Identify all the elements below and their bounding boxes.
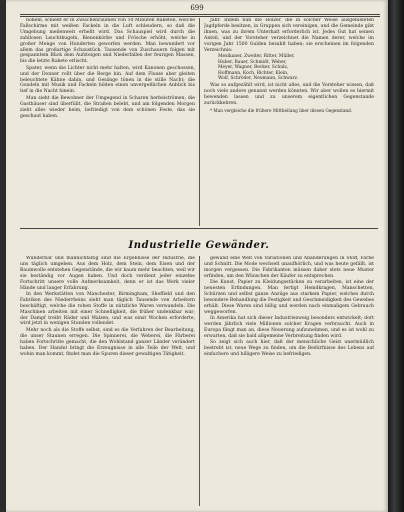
column-bottom-right	[204, 256, 374, 506]
page-number: 699	[190, 4, 204, 12]
section-divider	[20, 228, 378, 229]
list-item: Wolf, Schröder, Neumann, Schwarz.	[218, 76, 299, 82]
column-top-left	[20, 18, 195, 226]
name-list	[218, 54, 374, 81]
paragraph: gewand eine Welt von Variationen und Abänderungen in Stoff, Farbe und Schnitt. Die Mode wechselt unaufhörlich, und was heute gefällt, ist morgen vergessen. Die Fabrikanten müssen daher stets neue Muster erfinden, um den Wünschen der Käufer zu entsprechen.	[204, 256, 374, 279]
newspaper-page	[6, 0, 388, 512]
paragraph: In Amerika hat sich dieser Industriezweig besonders entwickelt; dort werden jährlich viele Millionen solcher Kragen verbraucht. Auch in Europa fängt man an, diese Neuerung aufzunehmen, und es ist wohl zu erwarten, daß sie bald allgemeine Verbreitung finden wird.	[204, 316, 374, 339]
paragraph: Die Kunst, Papier zu Kleidungsstücken zu verarbeiten, ist eine der neuesten Erfindungen. Man fertigt Hemdkragen, Manschetten, Schürzen und selbst ganze Anzüge aus starkem Papier, welches durch besondere Behandlung die Festigkeit und Geschmeidigkeit des Gewebes erhält. Diese Waren sind billig und werden nach einmaligem Gebrauch weggeworfen.	[204, 280, 374, 315]
paragraph: Spater, wenn die Lichter nicht mehr halten, wird Kanonen geschossen, und der Donner rollt über die Berge hin. Auf dem Flusse aber gleiten beleuchtete Kähne dahin, und Gesänge tönen in die stille Nacht; die Gondeln mit Musik und Fackeln bilden einen unvergeßlichen Anblick bis tief in die Nacht hinein.	[20, 65, 195, 95]
footnote: * Man vergleiche die frühere Mittheilung über diesen Gegenstand.	[210, 107, 353, 113]
column-bottom-left	[20, 256, 195, 506]
list-item: Meyer, Wagner, Becker, Schulz,	[218, 65, 289, 71]
paragraph: So zeigt sich auch hier, daß der menschliche Geist unermüdlich bestrebt ist, neue Wege zu finden, um die Bedürfnisse des Lebens auf einfachere und billigere Weise zu befriedigen.	[204, 340, 374, 357]
paragraph: Was so aufgezählt wird, ist nicht alles, und die Vorsteher wissen, daß noch viele andere genannt werden könnten. Wir aber wollen es hiermit bewenden lassen und zu unserem eigentlichen Gegenstande zurückkehren.	[204, 83, 374, 107]
list-item: Huber, Bauer, Schmidt, Weber,	[218, 59, 287, 65]
paragraph: Man sieht die Bewohner der Umgegend in Scharen herbeiströmen; die Gasthäuser sind überfüllt, die Straßen belebt, und am folgenden Morgen zieht alles wieder heim, befriedigt von dem schönen Feste, das sie geschaut haben.	[20, 95, 195, 119]
section-title: Industrielle Gewänder.	[128, 240, 270, 251]
paragraph: Jahr. Indem nun die Holzer, die in solcher Weise ausgebildeten Jagdpferde besitzen, in Gruppen sich vereinigen, und die Gemeinde gibt ihnen, was zu ihrem Unterhalt erforderlich ist. Jedes Gut hat seinen Anteil, und der Vorsteher verzeichnet die Namen derer, welche im vorigen Jahr 1500 Gulden bezahlt haben; sie erscheinen im folgenden Verzeichnis:	[204, 18, 374, 53]
paragraph: In den Werkstätten von Manchester, Birmingham, Sheffield und den Fabriken des Niederrheins sieht man täglich Tausende von Arbeitern beschäftigt, welche die rohen Stoffe in nützliche Waren verwandeln. Die Maschinen arbeiten mit einer Schnelligkeit, die früher undenkbar war; der Dampf treibt Räder und Walzen, und was einst Wochen erforderte, wird jetzt in wenigen Stunden vollendet.	[20, 291, 195, 327]
paragraph: Wunderbar und mannichfaltig sind die Ergebnisse der Industrie, die uns täglich umgeben. Aus dem Holz, dem Stein, dem Eisen und der Baumwolle entstehen Gegenstände, die wir kaum mehr beachten, weil wir sie beständig vor Augen haben. Und doch verdient jeder einzelne Fortschritt unsere volle Aufmerksamkeit, denn er ist das Werk vieler Hände und langer Erfahrung.	[20, 256, 195, 291]
list-item: Hoffmann, Koch, Richter, Klein,	[218, 70, 289, 76]
paragraph: Mehr noch als die Stoffe selbst, sind es die Verfahren der Bearbeitung, die unser Staunen erregen. Die Spinnerei, die Weberei, die Färberei haben Fortschritte gemacht, die den Wohlstand ganzer Länder verändert haben. Der Handel bringt die Erzeugnisse in alle Teile der Welt, und wohin man kommt, findet man die Spuren dieser gewaltigen Tätigkeit.	[20, 327, 195, 357]
header-rule	[20, 14, 380, 17]
list-item: Mexikaner, Zweiter, Ritter, Müller,	[218, 54, 295, 60]
paragraph: hohem, schießt er in Zwischenräumen von 10 Minuten Raketen, welche Fallschirme mit weißen Fackeln in die Luft schleudern, so daß die Umgebung meilenweit erhellt wird. Das Schauspiel wird durch die zahllosen Leuchtkugeln, Bienenkörbe und Frösche erhöht, welche in großer Menge von Hunderten geworfen werden. Man bewundert vor allem das großartige Schaustück. Tausende von Zuschauern folgen mit gespanntem Blick dem Aufsteigen und Niederfallen der feurigen Massen, bis die letzte Rakete erlischt.	[20, 18, 195, 65]
column-rule	[199, 18, 200, 226]
column-rule	[199, 256, 200, 506]
book-binding-edge	[388, 0, 404, 512]
column-top-right	[204, 18, 374, 226]
